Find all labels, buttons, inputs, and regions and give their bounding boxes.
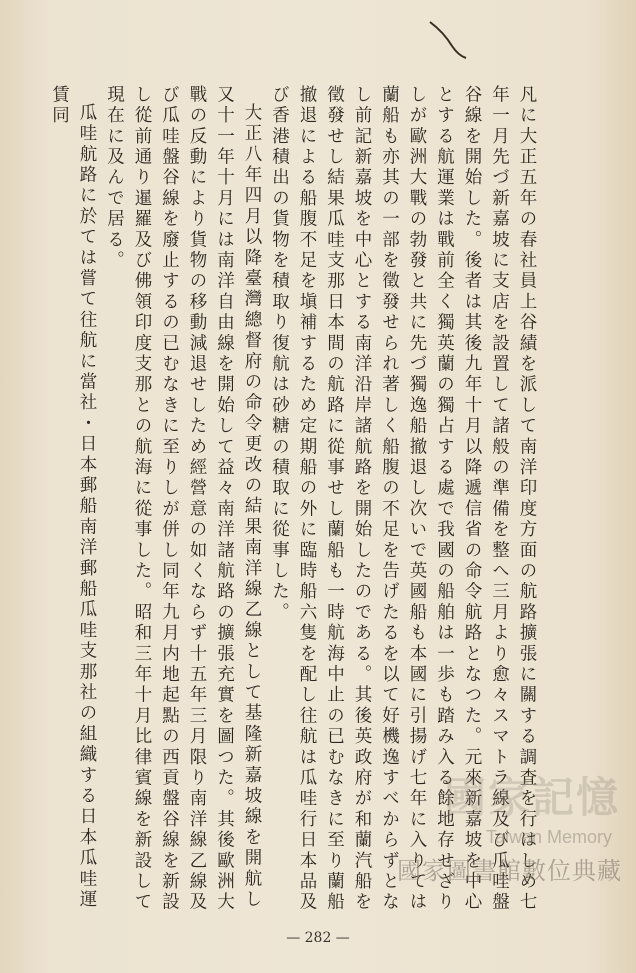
paragraph-1: 凡に大正五年の春社員上谷績を派して南洋印度方面の航路擴張に關する調査を行はしめ七年一月先づ新嘉坡に支店を設置して諸般の準備を整へ三月より愈々スマトラ線及び瓜哇盤谷線を開始した。後者は其後九年十月以降遞信省の命令航路となつた。元來新嘉坡を中心とする航運業は戰前全く獨英蘭の獨占する處で我國の船舶は一歩も踏み入る餘地存せざりしが歐洲大戰の勃發と共に先づ獨逸船撤退し次いで英國船も本國に引揚げ七年に入りては蘭船も亦其の一部を徵發せられ著しく船腹の不足を告げたるを以て好機逸すべからずとなし前記新嘉坡を中心とする南洋沿岸諸航路を開始したのである。其後英政府が和蘭汽船を徵發せし結果瓜哇支那日本間の航路に從事せし蘭船も一時航海中止の已むなきに至り蘭船撤退による船腹不足を塡補するため定期船の外に臨時船六隻を配し往航は瓜哇行日本品及び香港積出の貨物を積取り復航は砂糖の積取に從事した。 [269, 85, 537, 914]
paragraph-2: 大正八年四月以降臺灣總督府の命令更改の結果南洋線乙線として基隆新嘉坡線を開航し又十一年十月には南洋自由線を開始して益々南洋諸航路の擴張充實を圖つた。其後歐洲大戰の反動により貨物の移動減退せしため經營意の如くならず十五年三月限り南洋線乙線及び瓜哇盤谷線を廢止するの已むなきに至りしが併し同年九月内地起點の西貢盤谷線を新設し從前通り暹羅及び佛領印度支那との航海に從事した。昭和三年十月比律賓線を新設して現在に及んで居る。 [104, 85, 262, 913]
watermark-english: Taiwan Memory [485, 827, 612, 847]
scan-hair-mark [428, 20, 468, 60]
page-number: — 282 — [286, 930, 350, 946]
paragraph-3: 瓜哇航路に於ては嘗て往航に當社・日本郵船南洋郵船瓜哇支那社の組織する日本瓜哇運賃同 [49, 85, 97, 910]
watermark-logo: 國家記憶 [443, 773, 620, 822]
watermark-chinese: 國家圖書館數位典藏 [397, 857, 622, 885]
